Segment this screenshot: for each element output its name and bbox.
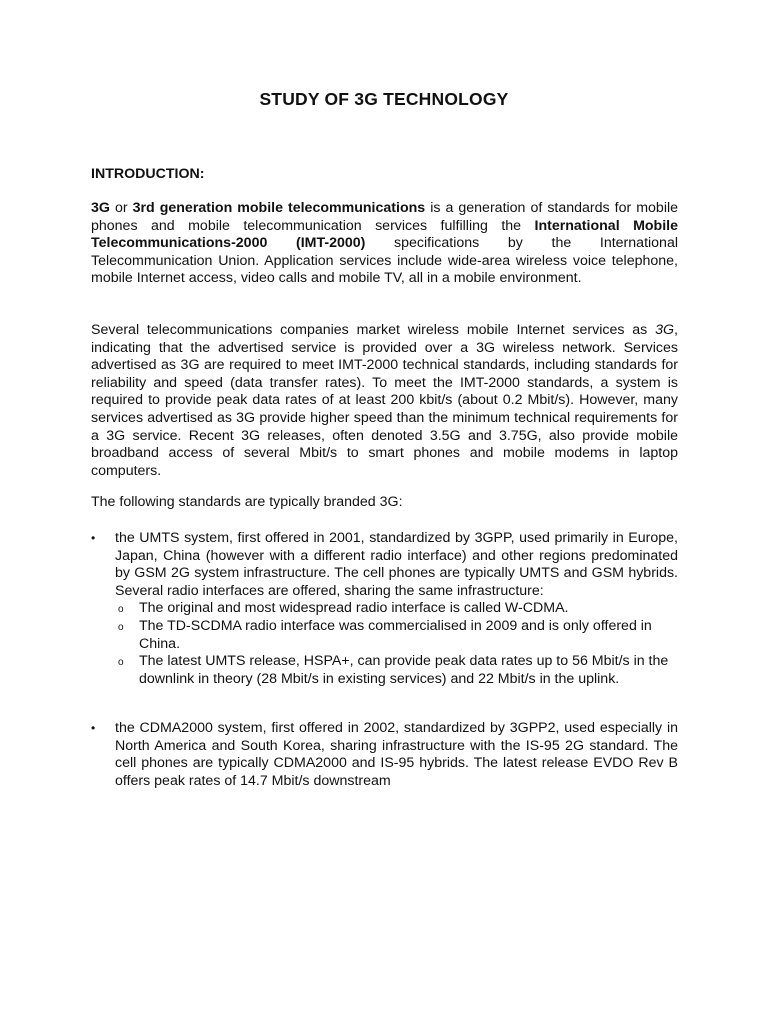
term-3g: 3G — [91, 200, 110, 216]
standards-intro-line: The following standards are typically branded 3G: — [91, 494, 403, 510]
bullet-text-cdma2000: the CDMA2000 system, first offered in 2002, standardized by 3GPP2, used especially in North America and South Korea, sharing infrastructure with the IS-95 2G standard. The cell phones are typically CDMA2000 and IS-95 hybrids. The latest release EVDO Rev B offers peak rates of 14.7 Mbit/s downstream — [115, 720, 678, 789]
sub-bullet-marker: o — [118, 657, 124, 669]
sub-item-text: The TD-SCDMA radio interface was commercialised in 2009 and is only offered in China. — [139, 617, 652, 652]
p2-text-a: Several telecommunications companies market wireless mobile Internet services as — [91, 322, 656, 338]
sub-bullet-marker: o — [118, 604, 124, 616]
bullet-text-umts: the UMTS system, first offered in 2001, standardized by 3GPP, used primarily in Europe, Japan, China (however with a different radio interface) and other regions predominated by GSM 2G system infrastructure. The cell phones are typically UMTS and GSM hybrids. Several radio interfaces are offered, sharing the same infrastructure: — [115, 530, 678, 599]
sub-item-text: The original and most widespread radio interface is called W-CDMA. — [139, 600, 569, 617]
sub-item-td-scdma — [115, 618, 678, 653]
bullet-marker: • — [91, 721, 96, 735]
p2-text-b: , indicating that the advertised service is provided over a 3G wireless network. Services advertised as 3G are required to meet IMT-2000 technical standards, including standards for reliability and speed (data transfer rates). To meet the IMT-2000 standards, a system is required to provide peak data rates of at least 200 kbit/s (about 0.2 Mbit/s). However, many services advertised as 3G provide higher speed than the minimum technical requirements for a 3G service. Recent 3G releases, often denoted 3.5G and 3.75G, also provide mobile broadband access of several Mbit/s to smart phones and mobile modems in laptop computers. — [91, 322, 678, 479]
term-3rd-generation: 3rd generation mobile telecommunications — [132, 200, 426, 216]
introduction-heading: INTRODUCTION: — [91, 166, 205, 182]
sub-item-wcdma — [115, 600, 678, 618]
p2-italic-3g: 3G — [655, 322, 675, 338]
term-imt-2000: International Mobile Telecommunications-2000 (IMT-2000) — [91, 217, 679, 252]
intro-paragraph-2 — [91, 322, 678, 480]
bullet-item-cdma2000 — [91, 720, 678, 790]
p1-text-b: is a generation of standards for mobile phones and mobile telecommunication services fulfilling the — [91, 200, 679, 234]
bullet-marker: • — [91, 531, 96, 545]
sub-item-hspa-plus — [115, 653, 678, 688]
umts-sublist — [115, 600, 678, 688]
intro-paragraph-1 — [91, 200, 678, 288]
sub-item-text: The latest UMTS release, HSPA+, can provide peak data rates up to 56 Mbit/s in the downlink in theory (28 Mbit/s in existing services) and 22 Mbit/s in the uplink. — [139, 653, 669, 687]
document-title: STUDY OF 3G TECHNOLOGY — [259, 89, 509, 109]
p1-text-a: or — [109, 200, 133, 216]
bullet-item-umts — [91, 530, 678, 688]
p1-text-c: specifications by the International Telecommunication Union. Application services include wide-area wireless voice telephone, mobile Internet access, video calls and mobile TV, all in a mobile environment. — [91, 235, 678, 287]
sub-bullet-marker: o — [118, 621, 124, 633]
